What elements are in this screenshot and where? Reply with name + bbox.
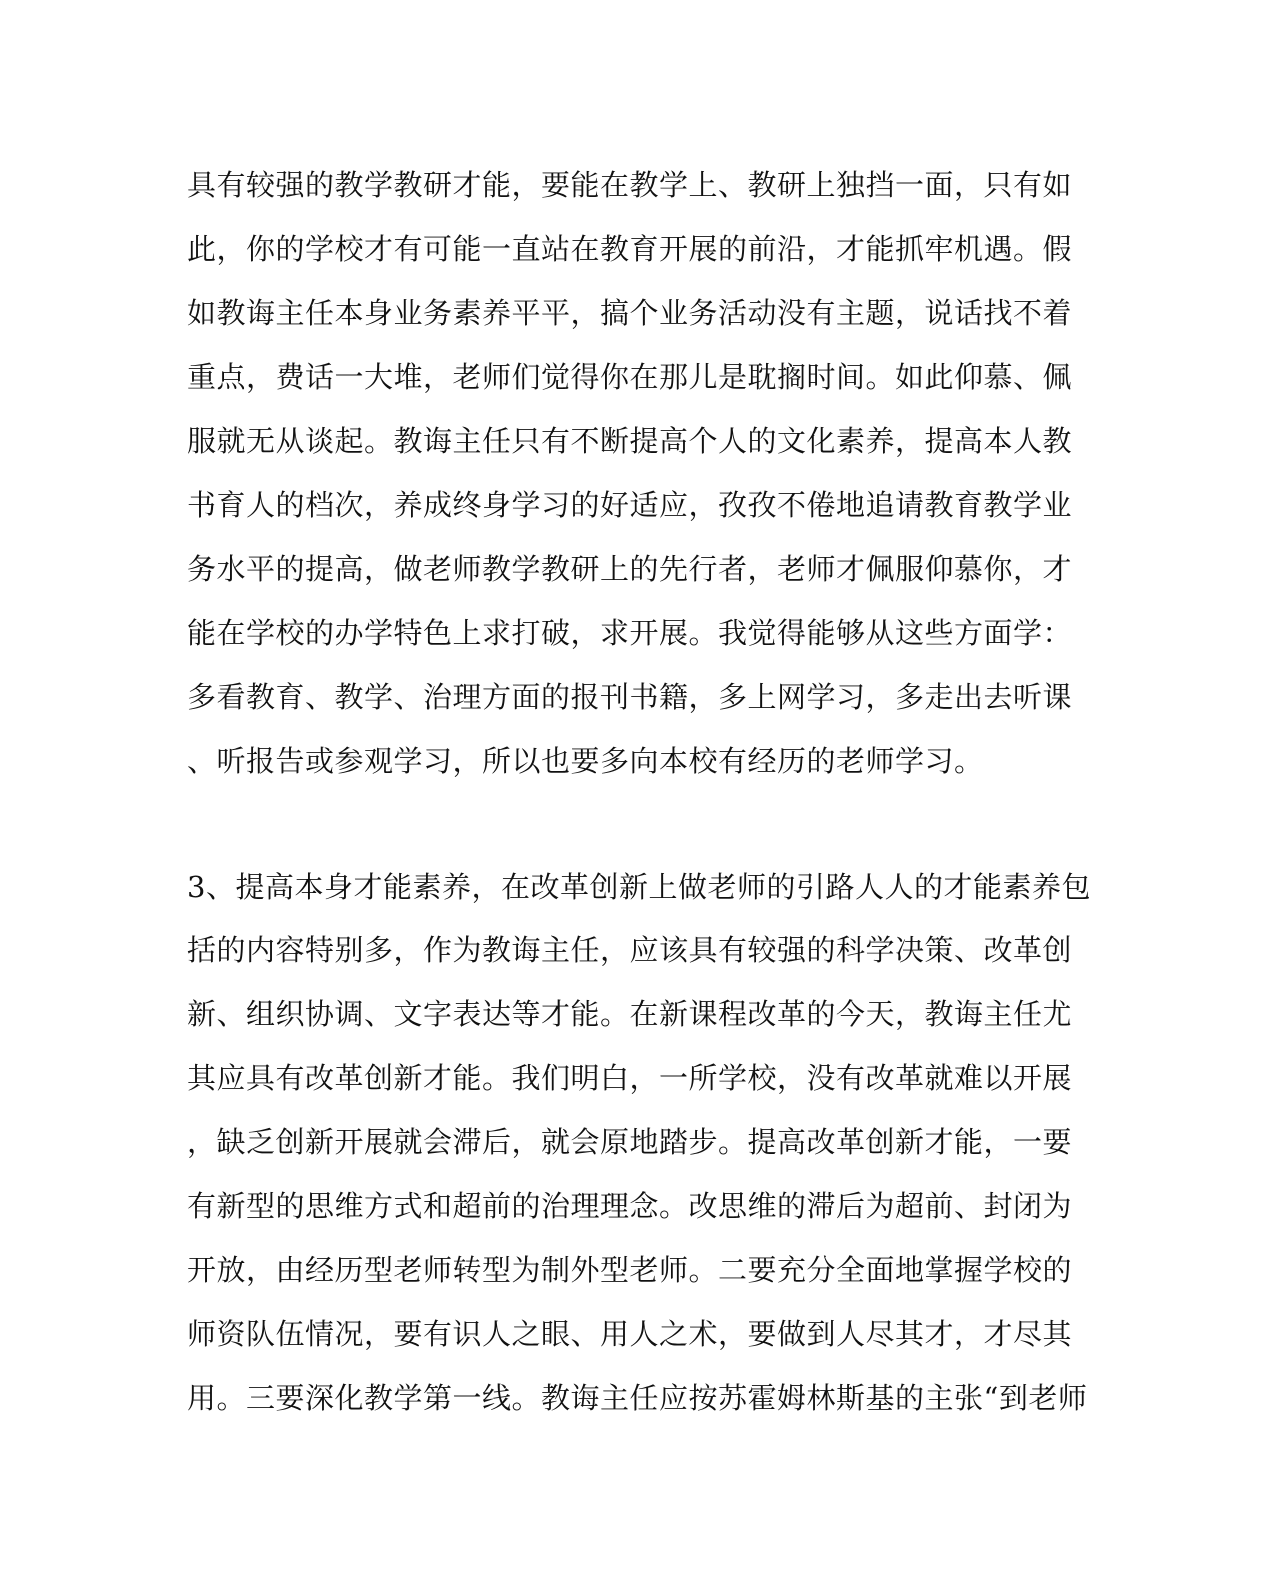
paragraph-line: 重点，费话一大堆，老师们觉得你在那儿是耽搁时间。如此仰慕、佩 [187, 360, 1073, 394]
paragraph-line: 如教诲主任本身业务素养平平，搞个业务活动没有主题，说话找不着 [187, 296, 1073, 330]
paragraph-line: 务水平的提高，做老师教学教研上的先行者，老师才佩服仰慕你，才 [187, 552, 1073, 586]
paragraph-line: ，缺乏创新开展就会滞后，就会原地踏步。提高改革创新才能，一要 [187, 1125, 1073, 1159]
paragraph-line: 括的内容特别多，作为教诲主任，应该具有较强的科学决策、改革创 [187, 933, 1073, 967]
paragraph-line: 开放，由经历型老师转型为制外型老师。二要充分全面地掌握学校的 [187, 1253, 1073, 1287]
paragraph-line: 有新型的思维方式和超前的治理理念。改思维的滞后为超前、封闭为 [187, 1189, 1073, 1223]
paragraph-line: 能在学校的办学特色上求打破，求开展。我觉得能够从这些方面学： [187, 616, 1073, 650]
paragraph-line: 其应具有改革创新才能。我们明白，一所学校，没有改革就难以开展 [187, 1061, 1073, 1095]
paragraph-line: 、听报告或参观学习，所以也要多向本校有经历的老师学习。 [187, 744, 984, 778]
paragraph-line: 服就无从谈起。教诲主任只有不断提高个人的文化素养，提高本人教 [187, 424, 1073, 458]
paragraph-line: 此，你的学校才有可能一直站在教育开展的前沿，才能抓牢机遇。假 [187, 232, 1073, 266]
paragraph-line: 多看教育、教学、治理方面的报刊书籍，多上网学习，多走出去听课 [187, 680, 1073, 714]
paragraph-line: 书育人的档次，养成终身学习的好适应，孜孜不倦地追请教育教学业 [187, 488, 1073, 522]
paragraph-line: 3、提高本身才能素养，在改革创新上做老师的引路人人的才能素养包 [187, 870, 1091, 904]
paragraph-line: 新、组织协调、文字表达等才能。在新课程改革的今天，教诲主任尤 [187, 997, 1073, 1031]
paragraph-line: 用。三要深化教学第一线。教诲主任应按苏霍姆林斯基的主张“到老师 [187, 1381, 1088, 1415]
paragraph-line: 师资队伍情况，要有识人之眼、用人之术，要做到人尽其才，才尽其 [187, 1317, 1073, 1351]
paragraph-line: 具有较强的教学教研才能，要能在教学上、教研上独挡一面，只有如 [187, 168, 1073, 202]
